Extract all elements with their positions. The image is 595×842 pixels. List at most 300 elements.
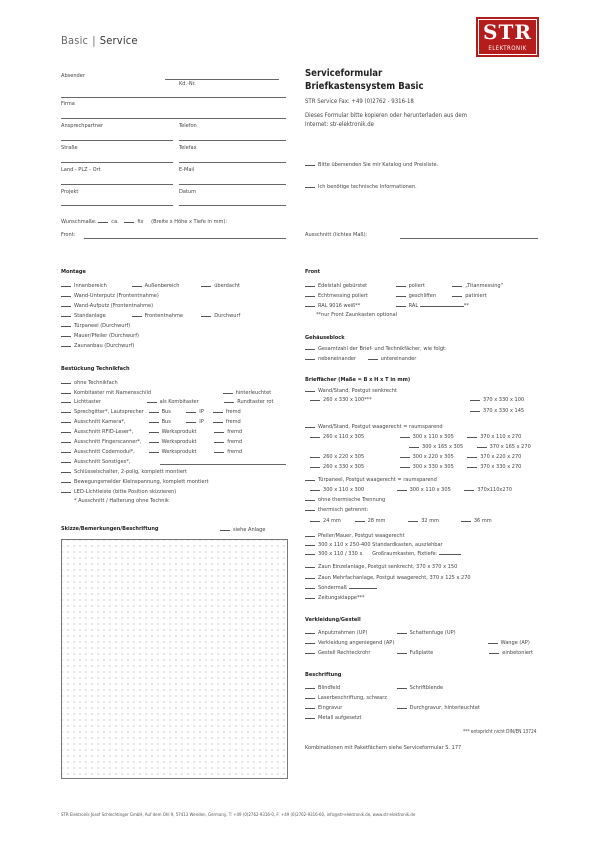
bewegung-checkbox[interactable] [61,478,71,483]
geh-row-1 [305,345,447,352]
size-370x330-checkbox[interactable] [467,463,477,468]
form-subtitle: Briefkastensystem Basic [305,81,424,92]
tech-info-checkbox[interactable] [305,183,315,188]
size-300x220-checkbox[interactable] [400,453,410,458]
pf-row [305,532,405,539]
firma-field[interactable] [61,118,286,119]
laser-checkbox[interactable] [305,694,315,699]
front-heading: Front [305,269,321,275]
kdnr-field[interactable] [165,79,279,80]
wange-checkbox[interactable] [488,639,498,644]
size-300x165-label: 300 x 165 x 305 [422,444,464,450]
montage-row-7 [61,342,134,349]
code-checkbox[interactable] [61,448,71,453]
size-row-1 [310,433,521,440]
poliert-checkbox[interactable] [396,282,406,287]
bf-370x330x145-checkbox[interactable] [470,407,480,412]
sprech-bus-checkbox[interactable] [149,408,159,413]
bf-row-2b [470,396,524,403]
size-260x110-label: 260 x 110 x 305 [323,434,365,440]
sm-row [305,584,377,591]
best-row-10 [61,468,187,475]
poliert-label: poliert [408,283,425,289]
eingravur-label: Eingravur [318,705,343,711]
durchgravur-checkbox[interactable] [397,704,407,709]
sprechgitter-checkbox[interactable] [61,408,71,413]
ueberdacht-checkbox[interactable] [201,282,211,287]
datum-label: Datum [179,189,197,195]
otr-row [305,496,385,503]
absender-label: Absender [61,73,85,79]
kamera-bus-checkbox[interactable] [149,418,159,423]
lichttaster-checkbox[interactable] [61,398,71,403]
land-field[interactable] [61,184,173,185]
vk-row-1 [305,629,456,636]
front-row-2 [305,292,487,299]
zk-row [305,594,365,601]
edelstahl-checkbox[interactable] [305,282,315,287]
datum-field[interactable] [179,205,286,206]
anputzrahmen-label: Anputzrahmen (UP) [318,630,368,636]
verkleidung-ap-checkbox[interactable] [305,639,315,644]
kamera-fremd-checkbox[interactable] [213,418,223,423]
sprechgitter-label: Sprechgitter*, Lautsprecher [74,409,144,415]
sondermass-label: Sondermaß [318,585,347,591]
einbetoniert-checkbox[interactable] [489,649,499,654]
fix-checkbox[interactable] [124,218,134,223]
zeitungsklappe-checkbox[interactable] [305,594,315,599]
aussenbereich-checkbox[interactable] [132,282,142,287]
montage-row-2 [61,292,159,299]
anputzrahmen-checkbox[interactable] [305,629,315,634]
fussplatte-checkbox[interactable] [397,649,407,654]
gestell-label: Gestell Rechteckrohr [318,650,371,656]
logo-str: STR [479,20,536,44]
kamera-label: Ausschnitt Kamera*, [74,419,126,425]
front-label: Front: [61,232,76,238]
sprech-fremd-checkbox[interactable] [213,408,223,413]
wunschmasse-row [61,218,227,225]
gestell-checkbox[interactable] [305,649,315,654]
email-field[interactable] [179,184,286,185]
telefax-label: Telefax [179,145,197,151]
size-260x330-label: 260 x 330 x 305 [323,464,365,470]
mauer-checkbox[interactable] [61,332,71,337]
bf-370x330x145-label: 370 x 330 x 145 [483,408,525,414]
patiniert-label: patiniert [465,293,487,299]
sonstiges-label: Ausschnitt Sonstiges*, [74,459,131,465]
str-logo [476,17,539,57]
header-separator: | [92,34,96,47]
size-370x110-label: 370 x 110 x 270 [480,434,522,440]
code-werk-label: Werksprodukt [161,449,197,455]
montage-row-6 [61,332,139,339]
logo-elektronik: ELEKTRONIK [479,44,536,54]
wand-ap-checkbox[interactable] [61,302,71,307]
geschliffen-label: geschliffen [408,293,437,299]
front-row-1 [305,282,503,289]
sprech-ip-checkbox[interactable] [186,408,196,413]
katalog-row [305,161,438,168]
rfid-fremd-checkbox[interactable] [214,428,224,433]
standardkasten-checkbox[interactable] [305,541,315,546]
zaun-einzel-label: Zaun Einzelanlage, Postgut senkrecht, 370 x 370 x 150 [318,564,458,570]
size-260x110-checkbox[interactable] [310,433,320,438]
kombitaster-label: Kombitaster mit Namensschild [74,390,152,396]
grossraum-label: Großraumkasten, Fixtiefe: [372,551,438,557]
bestueckung-heading: Bestückung Technikfach [61,366,130,372]
blindfeld-checkbox[interactable] [305,684,315,689]
bf-row-1 [305,387,397,394]
brieffaecher-heading: Brieffächer (Maße = B x H x T in mm) [305,377,411,383]
durchwurf-checkbox[interactable] [201,312,211,317]
beschriftung-heading: Beschriftung [305,672,342,678]
grossraum-size-label: 300 x 110 / 330 x [318,551,363,557]
durchgravur-label: Durchgravur, hinterleuchtet [409,705,480,711]
echtmessing-label: Echtmessing poliert [318,293,368,299]
led-checkbox[interactable] [61,488,71,493]
fix-label: fix [137,219,144,225]
code-fremd-label: fremd [227,449,243,455]
bf-row-2 [310,396,372,403]
frontentnahme-checkbox[interactable] [132,312,142,317]
led-label: LED-Lichtleiste (bitte Position skizzieren) [74,489,177,495]
best-row-2 [61,389,271,396]
tech-info-label: Ich benötige technische Informationen. [318,184,417,190]
page-header [61,35,138,48]
size-300x330-checkbox[interactable] [400,463,410,468]
lichttaster-label: Lichttaster [74,399,101,405]
thermisch-checkbox[interactable] [305,506,315,511]
standanlage-label: Standanlage [74,313,106,319]
size-370x165-label: 370 x 165 x 270 [489,444,531,450]
form-title: Serviceformular [305,68,383,79]
be-row-1 [305,684,443,691]
schriftblende-label: Schriftblende [409,685,444,691]
fixtiefe-field[interactable] [439,550,461,555]
grossraum-checkbox[interactable] [305,550,315,555]
wunsch-dims-label: (Breite x Höhe x Tiefe in mm): [151,219,228,225]
einbetoniert-label: einbetoniert [502,650,533,656]
aussenbereich-label: Außenbereich [144,283,180,289]
tp-370x110x270-checkbox[interactable] [464,486,474,491]
kamera-ip-checkbox[interactable] [186,418,196,423]
gesamtzahl-checkbox[interactable] [305,345,315,350]
tp-300x110x300-checkbox[interactable] [310,486,320,491]
pfeiler-label: Pfeiler/Mauer, Postgut waagerecht [318,533,405,539]
size-370x330-label: 370 x 330 x 270 [480,464,522,470]
tuerpaneel-w-label: Türpaneel, Postgut waagerecht = raumsparend [318,477,437,483]
best-row-8 [61,448,242,455]
tuerpaneel-checkbox[interactable] [61,322,71,327]
ral-field[interactable] [420,302,464,307]
standardkasten-label: 300 x 110 x 250-400 Standardkasten, ausziehbar [318,542,443,548]
size-row-3 [310,453,521,460]
projekt-field[interactable] [61,205,173,206]
best-row-3 [61,398,273,405]
nebeneinander-label: nebeneinander [318,356,357,362]
finger-werk-label: Werksprodukt [161,439,197,445]
vk-row-3 [305,649,533,656]
header-basic: Basic [61,34,89,47]
sprech-bus-label: Bus [161,409,171,415]
zaun-mehrfach-checkbox[interactable] [305,574,315,579]
sonstiges-field[interactable] [160,464,286,465]
finger-label: Ausschnitt Fingerscanner*, [74,439,142,445]
tp-300x110x305-checkbox[interactable] [397,486,407,491]
nebeneinander-checkbox[interactable] [305,355,315,360]
rfid-werk-label: Werksprodukt [161,429,197,435]
tp-sizes-row [310,486,512,493]
kdnr-label: Kd.-Nr. [179,81,196,87]
z2-row [305,574,471,581]
sprech-ip-label: IP [199,409,204,415]
be-row-2 [305,694,387,701]
best-row-9 [61,458,130,465]
montage-row-4 [61,312,240,319]
metall-checkbox[interactable] [305,714,315,719]
untereinander-checkbox[interactable] [368,355,378,360]
ausschnitt-label: Ausschnitt (lichtes Maß): [305,232,368,238]
senkrecht-checkbox[interactable] [305,387,315,392]
waagerecht-checkbox[interactable] [305,423,315,428]
rundtaster-label: Rundtaster rot [237,399,274,405]
firma-label: Firma [61,101,75,107]
durchwurf-label: Durchwurf [214,313,241,319]
size-260x220-label: 260 x 220 x 305 [323,454,365,460]
ohne-technikfach-checkbox[interactable] [61,379,71,384]
mm32-checkbox[interactable] [408,517,418,522]
innenbereich-label: Innenbereich [74,283,107,289]
schriftblende-checkbox[interactable] [397,684,407,689]
gehaeuse-heading: Gehäuseblock [305,335,345,341]
ca-label: ca. [111,219,119,225]
size-row-4 [310,463,521,470]
size-300x330-label: 300 x 330 x 305 [412,464,454,470]
anlage-row [220,526,265,533]
anlage-label: siehe Anlage [233,527,266,533]
zaunanbau-checkbox[interactable] [61,342,71,347]
best-row-7 [61,438,242,445]
montage-row-3 [61,302,153,309]
tech-row [305,183,417,190]
strasse-field[interactable] [61,162,173,163]
katalog-checkbox[interactable] [305,161,315,166]
tp-300x110x305-label: 300 x 110 x 305 [409,487,451,493]
size-300x110-checkbox[interactable] [400,433,410,438]
size-260x330-checkbox[interactable] [310,463,320,468]
sonstiges-checkbox[interactable] [61,458,71,463]
best-row-4 [61,408,241,415]
mm28-label: 28 mm [367,518,386,524]
bewegung-label: Bewegungsmelder Kleinspannung, komplett montiert [74,479,209,485]
edelstahl-label: Edelstahl gebürstet [318,283,368,289]
ausschnitt-field[interactable] [400,238,538,239]
rfid-checkbox[interactable] [61,428,71,433]
katalog-label: Bitte übersenden Sie mir Katalog und Preisliste. [318,162,439,168]
waagerecht-label: Wand/Stand, Postgut waagerecht = raumsparend [318,424,443,430]
telefax-field[interactable] [179,162,286,163]
telefon-label: Telefon [179,123,197,129]
gesamtzahl-label: Gesamtzahl der Brief- und Technikfächer, wie folgt: [318,346,447,352]
size-370x110-checkbox[interactable] [467,433,477,438]
wange-label: Wange (AP) [500,640,530,646]
email-label: E-Mail [179,167,195,173]
rfid-fremd-label: fremd [227,429,243,435]
bf-row-3 [470,407,524,414]
eingravur-checkbox[interactable] [305,704,315,709]
z1-row [305,563,457,570]
service-fax: STR Service Fax: +49 (0)2762 - 9316-18 [305,98,414,105]
rfid-werk-checkbox[interactable] [149,428,159,433]
ausschnitt-note: * Ausschnitt / Halterung ohne Technik [74,498,169,504]
size-300x110-label: 300 x 110 x 305 [412,434,454,440]
sprech-fremd-label: fremd [225,409,241,415]
kamera-fremd-label: fremd [225,419,241,425]
schluessel-checkbox[interactable] [61,468,71,473]
bf-260x330-label: 260 x 330 x 100*** [323,397,372,403]
als-kombitaster-label: als Kombitaster [159,399,199,405]
mm-row [310,517,492,524]
zeitungsklappe-label: Zeitungsklappe*** [318,595,365,601]
untereinander-label: untereinander [380,356,417,362]
ral-label: RAL [408,303,419,309]
vk-row-2 [305,639,530,646]
mm36-checkbox[interactable] [461,517,471,522]
size-370x220-label: 370 x 220 x 270 [480,454,522,460]
echtmessing-checkbox[interactable] [305,292,315,297]
geschliffen-checkbox[interactable] [396,292,406,297]
patiniert-checkbox[interactable] [452,292,462,297]
ca-checkbox[interactable] [98,218,108,223]
pfeiler-checkbox[interactable] [305,532,315,537]
tuerpaneel-label: Türpaneel (Durchwurf) [74,323,131,329]
hinterleuchtet-label: hinterleuchtet [235,390,272,396]
senkrecht-label: Wand/Stand, Postgut senkrecht [318,388,397,394]
mm32-label: 32 mm [421,518,440,524]
header-service: Service [99,34,138,47]
bf-370x330x100-label: 370 x 330 x 100 [483,397,525,403]
als-kombitaster-checkbox[interactable] [147,398,157,403]
montage-row-1 [61,282,240,289]
tp-370x110x270-label: 370x110x270 [477,487,512,493]
ansprech-label: Ansprechpartner [61,123,104,129]
mm28-checkbox[interactable] [355,517,365,522]
titanmessing-checkbox[interactable] [452,282,462,287]
innenbereich-checkbox[interactable] [61,282,71,287]
frontentnahme-label: Frontentnahme [144,313,184,319]
kamera-ip-label: IP [199,419,204,425]
ral9016-label: RAL 9016 weiß** [318,303,361,309]
sondermass-field[interactable] [349,584,377,589]
size-370x165-checkbox[interactable] [477,443,487,448]
hinterleuchtet-checkbox[interactable] [223,389,233,394]
code-label: Ausschnitt Codemodul*, [74,449,135,455]
titanmessing-label: „Titanmessing“ [465,283,504,289]
wand-up-label: Wand-Unterputz (Frontentnahme) [74,293,159,299]
size-300x165-checkbox[interactable] [409,443,419,448]
din-note: *** entspricht nicht DIN/EN 13724 [463,730,537,735]
metall-label: Metall aufgesetzt [318,715,362,721]
ohne-trennung-checkbox[interactable] [305,496,315,501]
montage-heading: Montage [61,269,86,275]
ral-asterisk: ** [463,303,469,309]
verkleidung-heading: Verkleidung/Gestell [305,617,361,623]
thermisch-label: thermisch getrennt: [318,507,369,513]
telefon-field[interactable] [179,140,286,141]
mm24-label: 24 mm [323,518,341,524]
front-field[interactable] [84,238,286,239]
best-row-6 [61,428,242,435]
blindfeld-label: Blindfeld [318,685,341,691]
anlage-checkbox[interactable] [220,526,230,531]
tuerpaneel-w-checkbox[interactable] [305,476,315,481]
verkleidung-ap-label: Verkleidung angeniegend (AP) [318,640,395,646]
kombination-note: Kombinationen mit Paketfächern siehe Serviceformular S. 177 [305,745,462,751]
size-300x220-label: 300 x 220 x 305 [412,454,454,460]
wand-up-checkbox[interactable] [61,292,71,297]
best-row-12 [61,488,176,495]
size-260x220-checkbox[interactable] [310,453,320,458]
finger-fremd-label: fremd [227,439,243,445]
rfid-label: Ausschnitt RFID-Leser*, [74,429,134,435]
size-370x220-checkbox[interactable] [467,453,477,458]
land-label: Land - PLZ - Ort [61,167,101,173]
ral9016-checkbox[interactable] [305,302,315,307]
be-row-4 [305,714,362,721]
tp-row [305,476,437,483]
absender-line[interactable] [61,97,286,98]
mm36-label: 36 mm [473,518,492,524]
zaun-einzel-checkbox[interactable] [305,563,315,568]
finger-fremd-checkbox[interactable] [214,438,224,443]
bf-370x330x100-checkbox[interactable] [470,396,480,401]
pf1-row [305,541,443,548]
code-fremd-checkbox[interactable] [214,448,224,453]
sketch-grid[interactable] [61,539,288,779]
best-row-5 [61,418,241,425]
kamera-bus-label: Bus [161,419,171,425]
code-werk-checkbox[interactable] [149,448,159,453]
front-note: **nur Front Zaunkasten optional [316,312,398,318]
sondermass-checkbox[interactable] [305,584,315,589]
kombitaster-checkbox[interactable] [61,389,71,394]
pf2-row [305,550,461,557]
schattenfuge-label: Schattenfuge (UP) [409,630,456,636]
skizze-heading: Skizze/Bemerkungen/Beschriftung [61,526,159,532]
wand-ap-label: Wand-Aufputz (Frontentnahme) [74,303,154,309]
mm24-checkbox[interactable] [310,517,320,522]
ohne-technikfach-label: ohne Technikfach [74,380,118,386]
best-row-1 [61,379,118,386]
kamera-checkbox[interactable] [61,418,71,423]
ral-checkbox[interactable] [396,302,406,307]
standanlage-checkbox[interactable] [61,312,71,317]
size-row-2 [409,443,531,450]
schattenfuge-checkbox[interactable] [397,629,407,634]
page-footer: STR Elektronik Josef Schlechtinger GmbH, Auf dem Ohl 9, 57413 Wenden, Germany, T: +49 (0)2762-9316-0, F: +49 (0)2762-9316-60, info@str-elektronik.de, www.str-elektronik.de [61,813,416,818]
finger-werk-checkbox[interactable] [149,438,159,443]
mauer-label: Mauer/Pfeiler (Durchwurf) [74,333,139,339]
front-row-3 [305,302,469,309]
ueberdacht-label: überdacht [214,283,240,289]
ansprech-field[interactable] [61,140,173,141]
montage-row-5 [61,322,130,329]
finger-checkbox[interactable] [61,438,71,443]
rundtaster-checkbox[interactable] [224,398,234,403]
bf-260x330-checkbox[interactable] [310,396,320,401]
zaun-mehrfach-label: Zaun Mehrfachanlage, Postgut waagerecht, 370 x 125 x 270 [318,575,471,581]
